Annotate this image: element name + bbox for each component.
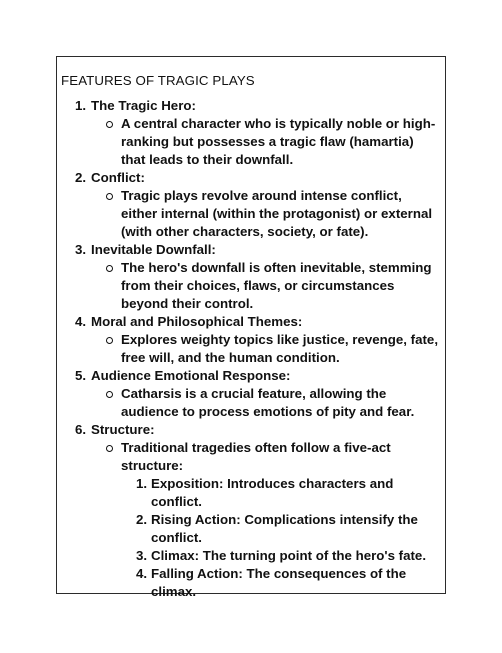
section-heading-text: The Tragic Hero: [91,98,196,113]
section-number: 6. [75,422,87,437]
section-heading [57,313,445,331]
bullet-list [57,187,445,241]
sub-item-number: 3. [136,548,148,563]
sub-item [57,475,445,511]
list-item [57,367,445,421]
section-heading-text: Structure: [91,422,155,437]
document-box [56,56,446,599]
list-item [57,241,445,313]
bullet-item: Catharsis is a crucial feature, allowing the audience to process emotions of pity and fear. [57,385,445,421]
bullet-item: Tragic plays revolve around intense conflict, either internal (within the protagonist) or external (with other characters, society, or fate). [57,187,445,241]
sub-item [57,565,445,601]
section-heading [57,421,445,439]
section-heading-text: Moral and Philosophical Themes: [91,314,303,329]
sub-list [57,475,445,601]
list-item [57,97,445,169]
section-number: 1. [75,98,87,113]
section-heading [57,97,445,115]
bullet-list [57,331,445,367]
bullet-list [57,385,445,421]
bullet-item: Explores weighty topics like justice, revenge, fate, free will, and the human condition. [57,331,445,367]
section-heading-text: Inevitable Downfall: [91,242,216,257]
document-title: FEATURES OF TRAGIC PLAYS [61,73,255,88]
bullet-list [57,439,445,475]
list-item [57,313,445,367]
sub-item-number: 4. [136,566,148,581]
section-number: 2. [75,170,87,185]
section-heading-text: Audience Emotional Response: [91,368,291,383]
sub-item [57,511,445,547]
sub-item [57,547,445,565]
sub-item-number: 2. [136,512,148,527]
section-heading-text: Conflict: [91,170,145,185]
bullet-item: Traditional tragedies often follow a five-act structure: [57,439,445,475]
sub-item-text: Exposition: Introduces characters and conflict. [151,476,394,509]
sub-item-text: Falling Action: The consequences of the climax. [151,566,407,599]
sub-item-number: 1. [136,476,148,491]
section-number: 5. [75,368,87,383]
list-item [57,421,445,601]
section-heading [57,367,445,385]
bullet-list [57,115,445,169]
bullet-list [57,259,445,313]
section-number: 3. [75,242,87,257]
section-number: 4. [75,314,87,329]
features-list [57,97,445,601]
bullet-item: The hero's downfall is often inevitable, stemming from their choices, flaws, or circumstances beyond their control. [57,259,445,313]
sub-item-text: Rising Action: Complications intensify the conflict. [151,512,418,545]
section-heading [57,241,445,259]
bullet-item: A central character who is typically noble or high-ranking but possesses a tragic flaw (hamartia) that leads to their downfall. [57,115,445,169]
list-item [57,169,445,241]
sub-item-text: Climax: The turning point of the hero's fate. [151,548,427,563]
section-heading [57,169,445,187]
